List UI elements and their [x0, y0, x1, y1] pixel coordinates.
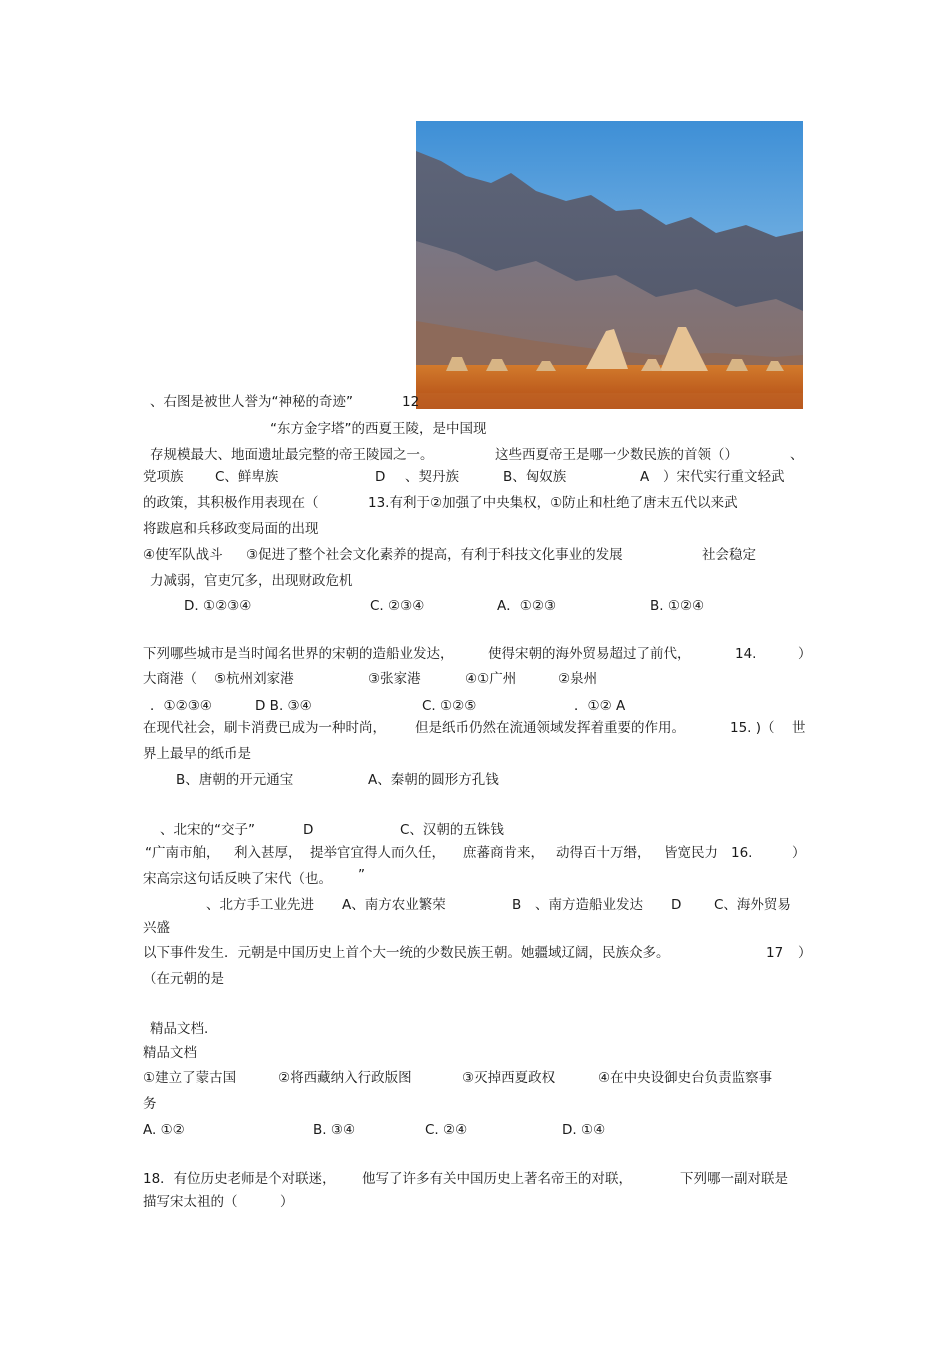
- option-text: 、北宋的“交子”: [160, 822, 255, 838]
- option-item: ①建立了蒙古国: [143, 1070, 237, 1086]
- option-d: D. ①②③④: [184, 598, 252, 614]
- text-fragment: 世: [792, 720, 806, 736]
- option-a: A. ①②: [143, 1122, 185, 1138]
- option-b: B. ③④: [313, 1122, 356, 1138]
- question-12-intro: 、右图是被世人誉为“神秘的奇迹”: [150, 394, 353, 410]
- text-line: （在元朝的是: [143, 971, 224, 987]
- text-fragment: ”: [358, 867, 365, 883]
- answer-bracket: ）: [280, 1194, 294, 1210]
- text-line: 兴盛: [143, 920, 170, 936]
- quote-fragment: 动得百十万缗，: [556, 845, 651, 861]
- watermark-text: 精品文档: [143, 1045, 197, 1061]
- option-text: ．①②③④: [150, 698, 212, 714]
- text-line: 描写宋太祖的（: [143, 1194, 238, 1210]
- option-b: B. ①②④: [650, 598, 705, 614]
- question-15-stem: 在现代社会，刷卡消费已成为一种时尚，: [143, 720, 386, 736]
- option-item: ③张家港: [368, 671, 421, 687]
- option-a: A．①②③: [497, 598, 557, 614]
- quote-fragment: 提举官宜得人而久任，: [310, 845, 445, 861]
- option-c: C. ②④: [425, 1122, 468, 1138]
- option-text: 、南方造船业发达: [535, 897, 643, 913]
- text-fragment: ）: [798, 646, 812, 662]
- question-12-stem: 这些西夏帝王是哪一少数民族的首领（）: [495, 447, 738, 463]
- option-b: B、匈奴族: [503, 469, 567, 485]
- quote-fragment: “广南市舶，: [145, 845, 220, 861]
- question-14-stem: 下列哪些城市是当时闻名世界的宋朝的造船业发达，: [143, 646, 454, 662]
- option-c: C. ①②⑤: [422, 698, 477, 714]
- text-fragment: ④使军队战斗: [143, 547, 223, 563]
- text-fragment: 使得宋朝的海外贸易超过了前代，: [488, 646, 691, 662]
- option-item: ②泉州: [558, 671, 598, 687]
- quote-fragment: 利入甚厚，: [234, 845, 302, 861]
- option-item: ③灭掉西夏政权: [462, 1070, 556, 1086]
- tombs-photo-illustration: [416, 121, 803, 409]
- option-text: ．①② A: [574, 698, 626, 714]
- text-line: 力减弱，官吏冗多，出现财政危机: [150, 573, 353, 589]
- text-fragment: ）: [792, 845, 806, 861]
- question-15-number: 15. )（: [730, 720, 775, 736]
- text-fragment: 社会稳定: [702, 547, 756, 563]
- option-c: C、汉朝的五铢钱: [400, 822, 504, 838]
- option-c: C、海外贸易: [714, 897, 791, 913]
- option-label: A: [640, 469, 650, 485]
- question-14-number: 14.: [735, 646, 757, 662]
- text-line: 务: [143, 1096, 157, 1112]
- question-18-stem: 18．有位历史老师是个对联迷，: [143, 1171, 336, 1187]
- question-12-number: 12: [402, 394, 420, 410]
- text-fragment: 他写了许多有关中国历史上著名帝王的对联，: [362, 1171, 632, 1187]
- text-fragment: ③促进了整个社会文化素养的提高，有利于科技文化事业的发展: [246, 547, 623, 563]
- option-c: C、鲜卑族: [215, 469, 279, 485]
- option-d: D. ①④: [562, 1122, 606, 1138]
- option-text: D B. ③④: [255, 698, 312, 714]
- option-label: D: [303, 822, 314, 838]
- quote-fragment: 庶蕃商肯来，: [463, 845, 544, 861]
- text-fragment: 大商港（: [143, 671, 197, 687]
- question-16-number: 16.: [731, 845, 753, 861]
- option-label: B: [512, 897, 522, 913]
- option-label: D: [375, 469, 386, 485]
- question-17-stem: 以下事件发生．元朝是中国历史上首个大一统的少数民族王朝。她疆域辽阔，民族众多。: [143, 945, 670, 961]
- text-fragment: 下列哪一副对联是: [680, 1171, 788, 1187]
- western-xia-tombs-image: [416, 121, 803, 409]
- question-13-stem: 13.有利于②加强了中央集权，①防止和杜绝了唐末五代以来武: [368, 495, 738, 511]
- option-item: ④在中央设御史台负责监察事: [598, 1070, 773, 1086]
- text-line: “东方金字塔”的西夏王陵，是中国现: [270, 421, 487, 437]
- watermark-text: 精品文档.: [150, 1021, 209, 1037]
- text-fragment: ）: [798, 945, 812, 961]
- question-17-number: 17: [766, 945, 784, 961]
- question-16-stem: 宋高宗这句话反映了宋代（也。: [143, 871, 332, 887]
- text-line: 的政策，其积极作用表现在（: [143, 495, 319, 511]
- text-line: 将跋扈和兵移政变局面的出现: [143, 521, 319, 537]
- option-text: 、契丹族: [405, 469, 459, 485]
- option-item: ②将西藏纳入行政版图: [278, 1070, 412, 1086]
- text-fragment: 但是纸币仍然在流通领域发挥着重要的作用。: [415, 720, 685, 736]
- option-a: A、南方农业繁荣: [342, 897, 446, 913]
- text-line: 界上最早的纸币是: [143, 746, 251, 762]
- option-text: 、北方手工业先进: [206, 897, 314, 913]
- option-text: 党项族: [143, 469, 184, 485]
- option-b: B、唐朝的开元通宝: [176, 772, 294, 788]
- option-a: A、秦朝的圆形方孔钱: [368, 772, 499, 788]
- question-13-intro: ）宋代实行重文轻武: [663, 469, 785, 485]
- option-item: ④①广州: [465, 671, 517, 687]
- text-line: 存规模最大、地面遗址最完整的帝王陵园之一。: [150, 447, 434, 463]
- option-label: D: [671, 897, 682, 913]
- text-fragment: 、: [790, 447, 804, 463]
- option-item: ⑤杭州刘家港: [214, 671, 294, 687]
- option-c: C. ②③④: [370, 598, 425, 614]
- quote-fragment: 皆宽民力: [664, 845, 718, 861]
